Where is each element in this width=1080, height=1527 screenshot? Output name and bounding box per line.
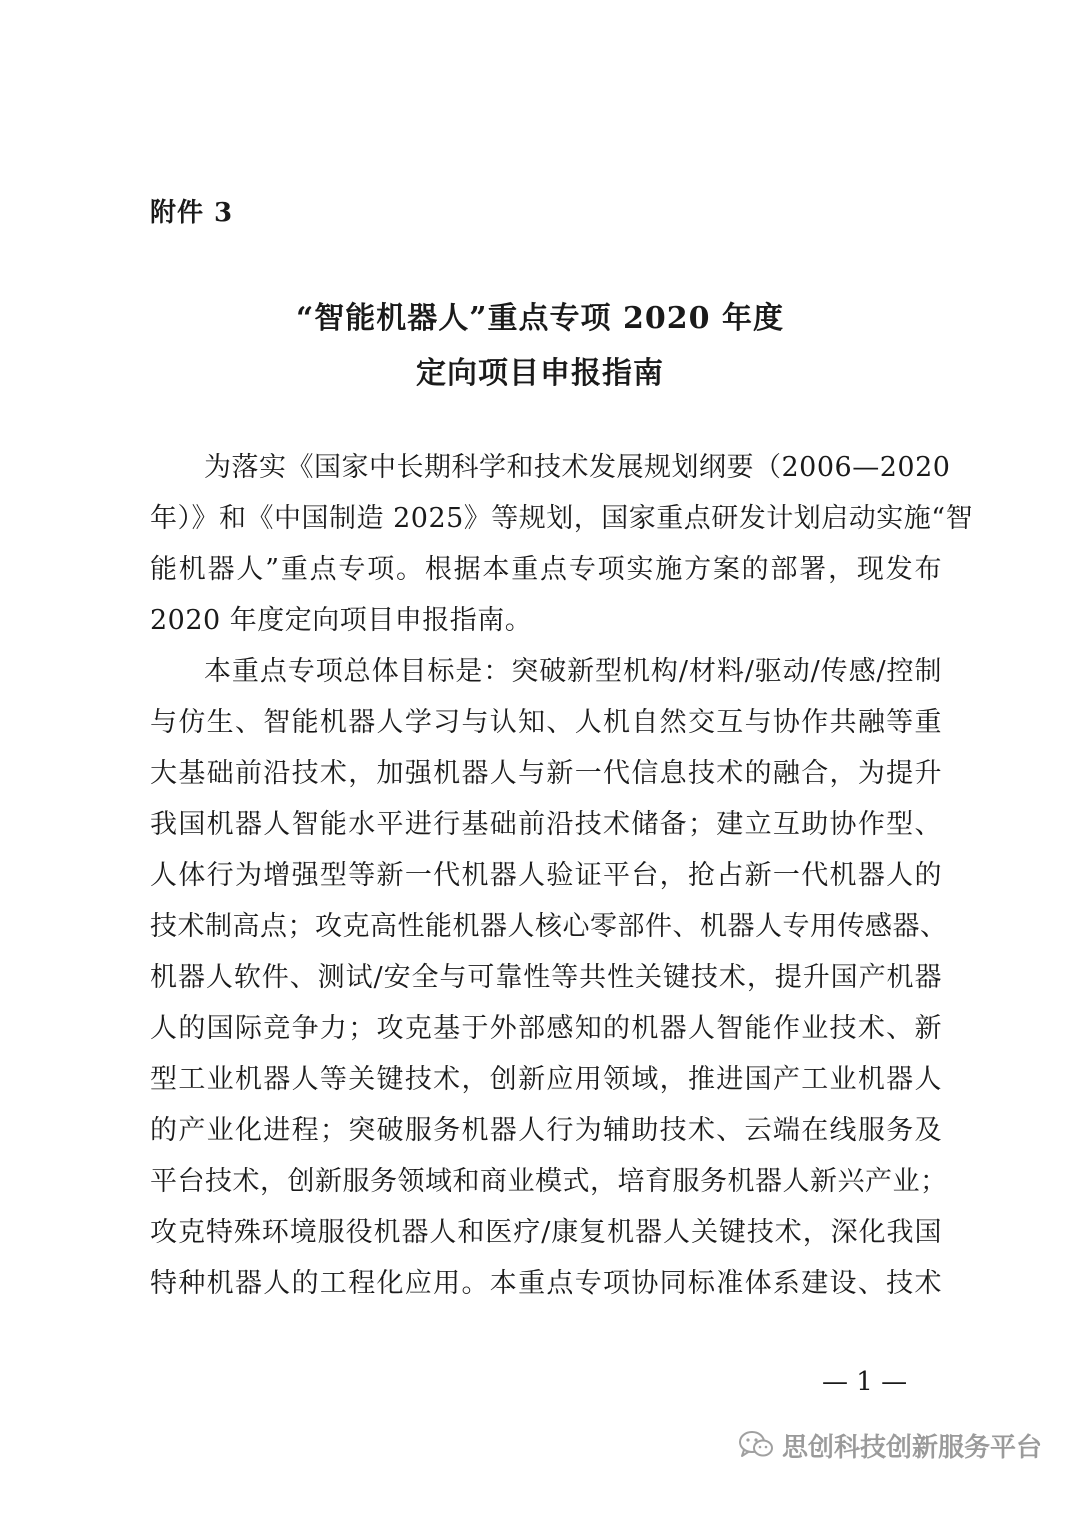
body-line: 年）》和《中国制造 2025》等规划，国家重点研发计划启动实施“智 (150, 503, 974, 534)
document-title-line-2: 定向项目申报指南 (416, 356, 664, 391)
body-line: 我国机器人智能水平进行基础前沿技术储备；建立互助协作型、 (150, 809, 942, 840)
body-line: 平台技术，创新服务领域和商业模式，培育服务机器人新兴产业； (150, 1166, 948, 1197)
body-line: 大基础前沿技术，加强机器人与新一代信息技术的融合，为提升 (150, 758, 942, 789)
body-line: 为落实《国家中长期科学和技术发展规划纲要（2006—2020 (204, 452, 951, 483)
body-line: 攻克特殊环境服役机器人和医疗/康复机器人关键技术，深化我国 (150, 1217, 942, 1248)
body-line: 人的国际竞争力；攻克基于外部感知的机器人智能作业技术、新 (150, 1013, 942, 1044)
body-line: 2020 年度定向项目申报指南。 (150, 605, 533, 636)
page-number: — 1 — (822, 1367, 908, 1397)
body-line: 机器人软件、测试/安全与可靠性等共性关键技术，提升国产机器 (150, 962, 942, 993)
body-line: 技术制高点；攻克高性能机器人核心零部件、机器人专用传感器、 (150, 911, 948, 942)
body-line: 型工业机器人等关键技术，创新应用领域，推进国产工业机器人 (150, 1064, 942, 1095)
attachment-label: 附件 3 (150, 198, 234, 228)
document-title-line-1: “智能机器人”重点专项 2020 年度 (296, 301, 784, 336)
watermark-text: 思创科技创新服务平台 (782, 1432, 1043, 1463)
body-line: 本重点专项总体目标是：突破新型机构/材料/驱动/传感/控制 (204, 656, 942, 687)
body-line: 的产业化进程；突破服务机器人行为辅助技术、云端在线服务及 (150, 1115, 942, 1146)
body-line: 人体行为增强型等新一代机器人验证平台，抢占新一代机器人的 (150, 860, 942, 891)
body-line: 特种机器人的工程化应用。本重点专项协同标准体系建设、技术 (150, 1268, 942, 1299)
wechat-icon (738, 1430, 774, 1460)
body-line: 能机器人”重点专项。根据本重点专项实施方案的部署，现发布 (150, 554, 942, 585)
body-line: 与仿生、智能机器人学习与认知、人机自然交互与协作共融等重 (150, 707, 942, 738)
watermark (738, 1423, 1042, 1467)
